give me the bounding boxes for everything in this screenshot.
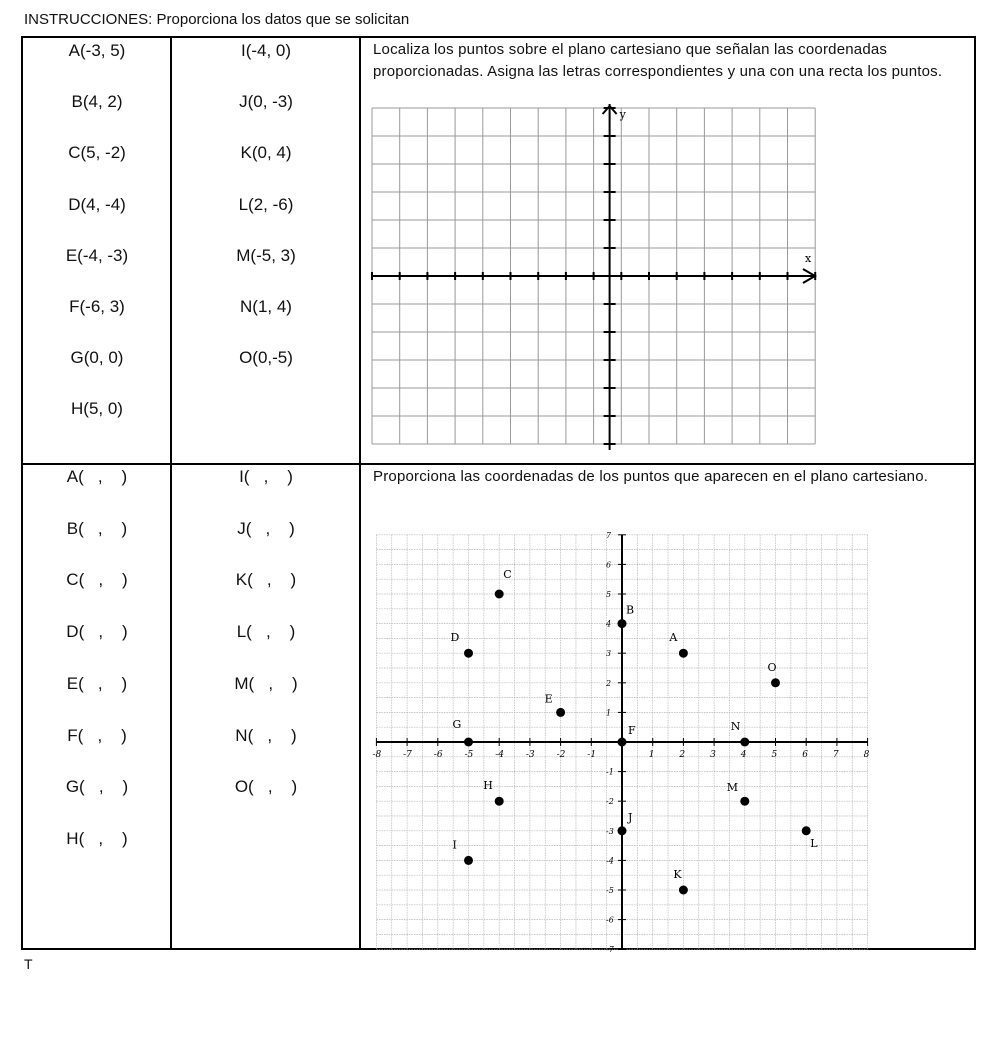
- coordinate-item: G(0, 0): [70, 348, 124, 368]
- y-tick-label: 5: [606, 590, 612, 599]
- answer-item[interactable]: H( , ): [66, 828, 128, 848]
- x-tick-label: -7: [403, 750, 412, 760]
- data-point: [618, 738, 627, 747]
- x-axis-label: x: [805, 252, 812, 265]
- x-tick-label: 3: [710, 750, 716, 760]
- data-point: [802, 826, 811, 835]
- data-point: [618, 826, 627, 835]
- coordinate-item: M(-5, 3): [236, 245, 296, 265]
- point-label: O: [767, 660, 777, 674]
- coordinate-item: A(-3, 5): [68, 41, 126, 60]
- blank-cartesian-plane[interactable]: [372, 104, 822, 454]
- point-label: C: [503, 568, 512, 581]
- coordinate-item: B(4, 2): [71, 92, 123, 112]
- x-tick-label: 6: [802, 750, 808, 760]
- point-label: H: [483, 779, 493, 793]
- y-tick-label: -1: [606, 767, 614, 777]
- data-point: [464, 738, 473, 747]
- data-point: [679, 886, 688, 895]
- coordinate-item: D(4, -4): [68, 194, 126, 214]
- column-divider: [359, 36, 361, 950]
- x-tick-label: 4: [740, 750, 747, 760]
- y-tick-label: 6: [606, 560, 612, 570]
- point-label: D: [450, 631, 460, 645]
- coordinate-item: N(1, 4): [240, 297, 292, 316]
- data-point: [556, 708, 565, 717]
- coordinate-item: L(2, -6): [238, 194, 294, 214]
- point-label: E: [544, 692, 553, 706]
- answer-item[interactable]: J( , ): [237, 518, 295, 538]
- x-tick-label: -3: [525, 750, 535, 760]
- data-point: [771, 678, 780, 687]
- answer-item[interactable]: C( , ): [66, 570, 128, 590]
- x-tick-label: 7: [832, 750, 839, 760]
- y-axis-label: y: [619, 108, 626, 121]
- answer-item[interactable]: A( , ): [66, 467, 128, 486]
- coordinate-item: K(0, 4): [240, 143, 292, 163]
- y-tick-label: 2: [606, 678, 612, 688]
- coordinate-item: J(0, -3): [239, 92, 293, 112]
- point-label: N: [730, 720, 741, 733]
- y-tick-label: -2: [606, 797, 614, 807]
- coordinate-item: O(0,-5): [239, 348, 293, 368]
- y-tick-label: -3: [606, 826, 614, 836]
- data-point: [679, 649, 688, 658]
- footer-mark: T: [24, 956, 33, 972]
- answer-item[interactable]: G( , ): [65, 777, 129, 797]
- point-label: M: [726, 781, 739, 795]
- y-tick-label: -6: [606, 915, 614, 925]
- answer-item[interactable]: E( , ): [66, 673, 128, 693]
- answer-item[interactable]: N( , ): [235, 725, 297, 745]
- point-label: F: [628, 724, 636, 737]
- point-label: B: [626, 603, 635, 617]
- y-tick-label: -5: [606, 886, 614, 895]
- data-point: [495, 797, 504, 806]
- page-title: INSTRUCCIONES: Proporciona los datos que se solicitan: [24, 11, 410, 28]
- x-tick-label: -2: [556, 750, 566, 760]
- data-point: [495, 590, 504, 599]
- row-divider: [21, 463, 976, 465]
- coordinate-item: H(5, 0): [71, 399, 123, 419]
- point-label: A: [669, 631, 678, 645]
- x-tick-label: 5: [771, 750, 778, 760]
- coordinate-item: E(-4, -3): [65, 245, 129, 265]
- coordinate-item: C(5, -2): [68, 143, 126, 163]
- x-tick-label: -6: [433, 750, 443, 760]
- instruction-identify: Proporciona las coordenadas de los puntos que aparecen en el plano cartesiano.: [373, 468, 929, 485]
- y-tick-label: 4: [606, 619, 612, 629]
- data-point: [464, 856, 473, 865]
- y-tick-label: -7: [606, 945, 614, 955]
- coordinate-item: I(-4, 0): [240, 41, 292, 60]
- answer-item[interactable]: L( , ): [236, 622, 296, 642]
- coordinate-item: F(-6, 3): [69, 297, 125, 316]
- data-point: [740, 797, 749, 806]
- x-tick-label: -8: [372, 750, 382, 760]
- instruction-locate: Localiza los puntos sobre el plano cartesiano que señalan las coordenadas proporcionadas. Asigna las letras correspondientes y una con una recta los puntos.: [373, 41, 943, 80]
- x-tick-label: -5: [464, 750, 474, 760]
- data-point: [618, 619, 627, 628]
- point-label: K: [673, 868, 682, 881]
- x-tick-label: -1: [587, 750, 597, 760]
- answer-item[interactable]: O( , ): [234, 777, 298, 797]
- y-tick-label: 7: [606, 530, 612, 540]
- answer-item[interactable]: K( , ): [235, 570, 297, 590]
- plotted-cartesian-plane: [372, 530, 874, 955]
- point-label: L: [810, 836, 818, 850]
- x-tick-label: 1: [648, 750, 655, 760]
- y-tick-label: -4: [606, 856, 614, 866]
- y-tick-label: 1: [606, 708, 612, 718]
- answer-item[interactable]: F( , ): [67, 725, 127, 745]
- column-divider: [170, 36, 172, 950]
- data-point: [740, 738, 749, 747]
- data-point: [464, 649, 473, 658]
- answer-item[interactable]: I( , ): [239, 467, 293, 486]
- answer-item[interactable]: M( , ): [234, 673, 298, 693]
- x-tick-label: 8: [863, 750, 870, 760]
- point-label: J: [628, 810, 633, 824]
- y-tick-label: 3: [606, 649, 612, 659]
- point-label: G: [452, 718, 462, 731]
- answer-item[interactable]: D( , ): [66, 622, 128, 642]
- x-tick-label: 2: [679, 750, 686, 760]
- point-label: I: [452, 838, 457, 852]
- x-tick-label: -4: [495, 750, 504, 760]
- answer-item[interactable]: B( , ): [66, 518, 128, 538]
